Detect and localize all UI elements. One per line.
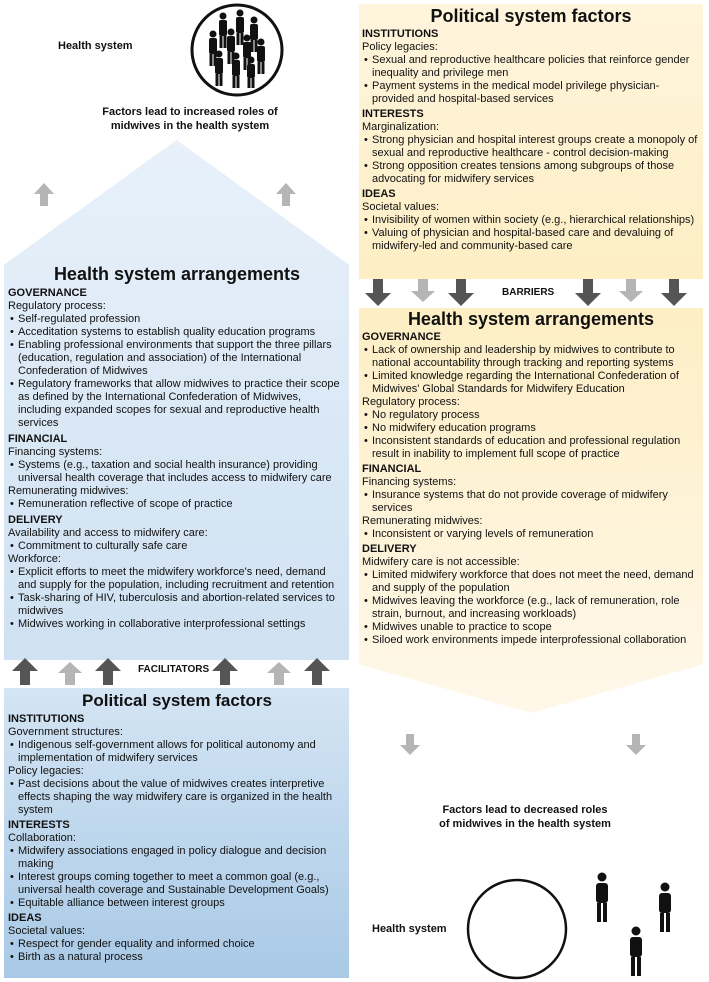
right-policy-legacies-heading: Policy legacies: <box>362 41 438 53</box>
left-workforce-heading: Workforce: <box>8 553 61 565</box>
list-item: • Acceditation systems to establish quality education programs <box>8 326 346 339</box>
facilitators-political-content <box>8 691 346 964</box>
midwife-figure-outside-icon <box>626 926 646 978</box>
left-policy-legacies-heading: Policy legacies: <box>8 765 84 777</box>
left-availability-heading: Availability and access to midwifery care: <box>8 527 208 539</box>
barriers-arrangements-content <box>362 309 700 647</box>
health-system-circle-empty <box>465 877 569 981</box>
midwife-figure-outside-icon <box>592 872 612 924</box>
right-not-accessible-heading: Midwifery care is not accessible: <box>362 556 520 568</box>
list-item: • Inconsistent or varying levels of remuneration <box>362 528 700 541</box>
left-collaboration-heading: Collaboration: <box>8 832 76 844</box>
right-regulatory-heading: Regulatory process: <box>362 396 460 408</box>
list-item: • Task-sharing of HIV, tuberculosis and abortion-related services to midwives <box>8 592 346 618</box>
list-item: • Equitable alliance between interest groups <box>8 897 346 910</box>
right-societal-values-heading: Societal values: <box>362 201 440 213</box>
right-political-title: Political system factors <box>430 6 632 26</box>
left-arrangements-title: Health system arrangements <box>53 264 301 284</box>
left-institutions-heading: INSTITUTIONS <box>8 713 85 725</box>
list-item: • Limited midwifery workforce that does not meet the need, demand and supply of the population <box>362 569 700 595</box>
health-system-label-top: Health system <box>58 40 133 52</box>
up-arrow-light-icon <box>276 183 296 207</box>
list-item: • Enabling professional environments that support the three pillars (education, regulation and association) of the International Confederation of Midwives <box>8 339 346 378</box>
facilitators-arrangements-content <box>8 264 346 631</box>
list-item: • Inconsistent standards of education and professional regulation result in inability to implement full scope of practice <box>362 435 700 461</box>
list-item: • Midwifery associations engaged in policy dialogue and decision making <box>8 845 346 871</box>
increased-roles-caption <box>80 105 300 133</box>
list-item: • Past decisions about the value of midwives creates interpretive effects shaping the way midwifery care is organized in the health system <box>8 778 346 817</box>
list-item: • Midwives unable to practice to scope <box>362 621 700 634</box>
right-financial-heading: FINANCIAL <box>362 463 422 475</box>
right-interests-heading: INTERESTS <box>362 108 424 120</box>
down-arrow-light-icon <box>626 734 646 756</box>
down-arrow-dark-icon <box>661 279 687 306</box>
left-political-title: Political system factors <box>82 691 272 710</box>
list-item: • Sexual and reproductive healthcare policies that reinforce gender inequality and privilege men <box>362 54 700 80</box>
down-arrow-dark-icon <box>575 279 601 306</box>
list-item: • Invisibility of women within society (e.g., hierarchical relationships) <box>362 214 700 227</box>
list-item: • Explicit efforts to meet the midwifery workforce's need, demand and supply for the population, including recruitment and retention <box>8 566 346 592</box>
left-ideas-heading: IDEAS <box>8 912 42 924</box>
list-item: • Regulatory frameworks that allow midwives to practice their scope as defined by the International Confederation of Midwives, including expanded scopes for sexual and reproductive health services <box>8 378 346 430</box>
list-item: • Siloed work environments impede interprofessional collaboration <box>362 634 700 647</box>
list-item: • Payment systems in the medical model privilege physician-provided and hospital-based services <box>362 80 700 106</box>
list-item: • Valuing of physician and hospital-based care and devaluing of midwifery-led and community-based care <box>362 227 700 253</box>
list-item: • Lack of ownership and leadership by midwives to contribute to national accountability through tracking and reporting systems <box>362 344 700 370</box>
list-item: • Insurance systems that do not provide coverage of midwifery services <box>362 489 700 515</box>
health-system-label-bottom: Health system <box>372 923 447 935</box>
barriers-political-content <box>362 6 700 253</box>
right-financing-heading: Financing systems: <box>362 476 457 488</box>
right-institutions-heading: INSTITUTIONS <box>362 28 439 40</box>
down-arrow-light-icon <box>400 734 420 756</box>
right-governance-heading: GOVERNANCE <box>362 331 441 343</box>
left-financing-heading: Financing systems: <box>8 446 103 458</box>
health-system-circle-full <box>189 2 285 98</box>
list-item: • Systems (e.g., taxation and social health insurance) providing universal health coverage that includes access to midwifery care <box>8 459 346 485</box>
right-marginalization-heading: Marginalization: <box>362 121 440 133</box>
up-arrow-dark-icon <box>12 658 38 685</box>
list-item: • Midwives leaving the workforce (e.g., lack of remuneration, role strain, burnout, and increasing workloads) <box>362 595 700 621</box>
list-item: • No regulatory process <box>362 409 700 422</box>
left-interests-heading: INTERESTS <box>8 819 70 831</box>
up-arrow-light-icon <box>34 183 54 207</box>
list-item: • Remuneration reflective of scope of practice <box>8 498 346 511</box>
down-arrow-light-icon <box>619 279 643 302</box>
left-regulatory-heading: Regulatory process: <box>8 300 106 312</box>
up-arrow-dark-icon <box>95 658 121 685</box>
left-gov-structures-heading: Government structures: <box>8 726 123 738</box>
left-societal-values-heading: Societal values: <box>8 925 86 937</box>
list-item: • Commitment to culturally safe care <box>8 540 346 553</box>
list-item: • Respect for gender equality and informed choice <box>8 938 346 951</box>
midwife-figure-outside-icon <box>655 882 675 934</box>
up-arrow-dark-icon <box>212 658 238 685</box>
list-item: • Midwives working in collaborative interprofessional settings <box>8 618 346 631</box>
right-arrangements-title: Health system arrangements <box>407 309 655 329</box>
left-governance-heading: GOVERNANCE <box>8 287 87 299</box>
list-item: • Self-regulated profession <box>8 313 346 326</box>
right-delivery-heading: DELIVERY <box>362 543 417 555</box>
decreased-roles-caption <box>405 803 645 831</box>
list-item: • No midwifery education programs <box>362 422 700 435</box>
list-item: • Birth as a natural process <box>8 951 346 964</box>
increased-roles-caption-line2: midwives in the health system <box>110 120 270 132</box>
increased-roles-caption-line1: Factors lead to increased roles of <box>102 106 278 118</box>
list-item: • Strong physician and hospital interest groups create a monopoly of sexual and reproductive healthcare - control decision-making <box>362 134 700 160</box>
left-financial-heading: FINANCIAL <box>8 433 68 445</box>
down-arrow-dark-icon <box>365 279 391 306</box>
left-remunerating-heading: Remunerating midwives: <box>8 485 129 497</box>
down-arrow-dark-icon <box>448 279 474 306</box>
barriers-label: BARRIERS <box>502 287 555 298</box>
up-arrow-dark-icon <box>304 658 330 685</box>
right-remunerating-heading: Remunerating midwives: <box>362 515 483 527</box>
list-item: • Strong opposition creates tensions among subgroups of those advocating for midwifery services <box>362 160 700 186</box>
left-delivery-heading: DELIVERY <box>8 514 63 526</box>
up-arrow-light-icon <box>58 662 82 685</box>
list-item: • Interest groups coming together to meet a common goal (e.g., universal health coverage and Sustainable Development Goals) <box>8 871 346 897</box>
down-arrow-light-icon <box>411 279 435 302</box>
list-item: • Limited knowledge regarding the International Confederation of Midwives' Global Standards for Midwifery Education <box>362 370 700 396</box>
up-arrow-light-icon <box>267 662 291 685</box>
list-item: • Indigenous self-government allows for political autonomy and implementation of midwifery services <box>8 739 346 765</box>
decreased-roles-caption-line2: of midwives in the health system <box>439 818 611 830</box>
facilitators-label: FACILITATORS <box>138 664 210 675</box>
decreased-roles-caption-line1: Factors lead to decreased roles <box>442 804 608 816</box>
right-ideas-heading: IDEAS <box>362 188 396 200</box>
